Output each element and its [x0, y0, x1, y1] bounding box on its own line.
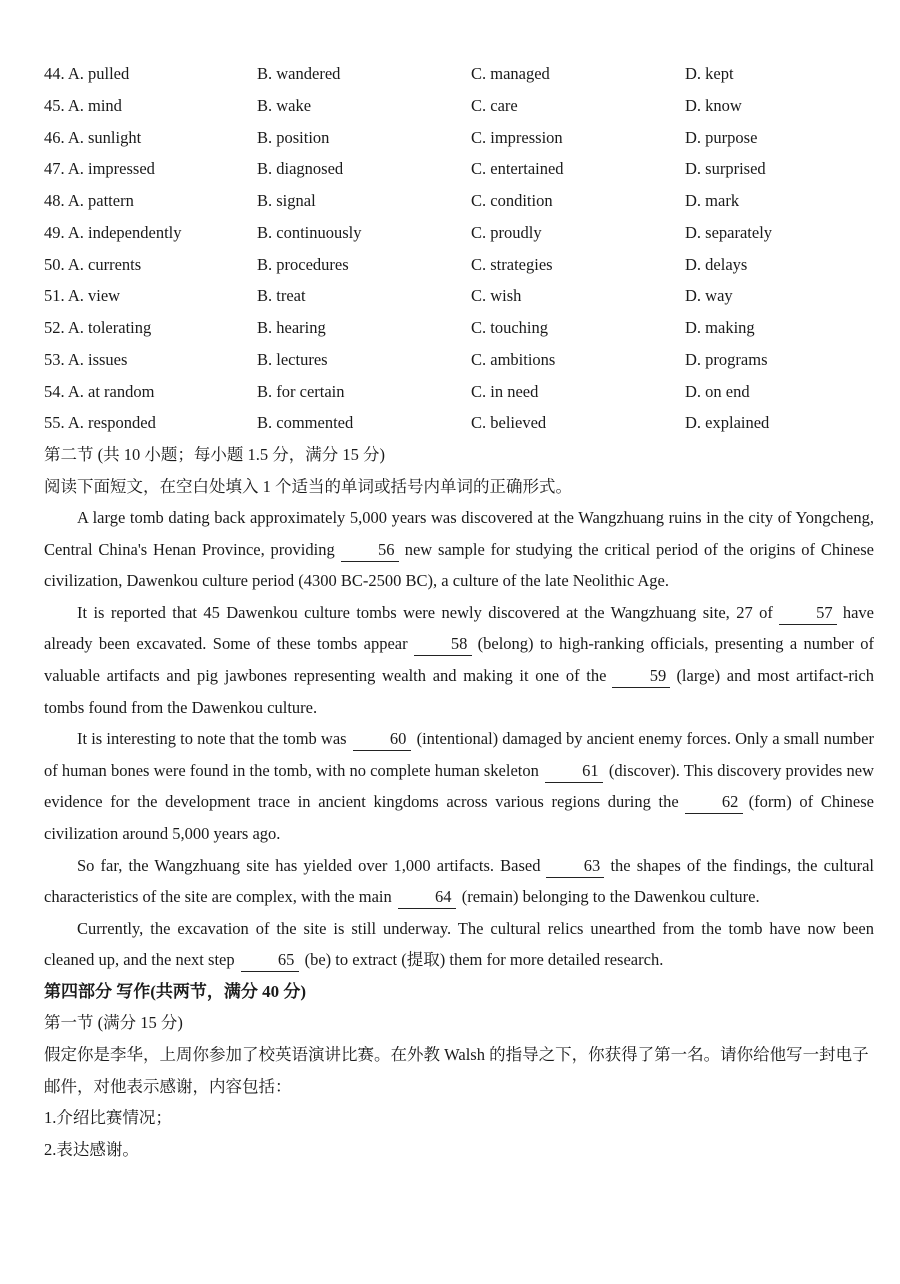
options-table: [44, 58, 874, 439]
option-b: B. lectures: [257, 349, 328, 369]
option-text: A. mind: [67, 95, 122, 115]
question-row: [44, 249, 874, 281]
option-a: [44, 376, 257, 408]
option-a: [44, 90, 257, 122]
option-c: C. believed: [471, 413, 547, 433]
question-number: 46.: [44, 127, 65, 147]
option-d: D. surprised: [685, 159, 766, 179]
part4-heading: 第四部分 写作(共两节，满分 40 分): [44, 981, 307, 1001]
option-c: C. managed: [471, 64, 550, 83]
option-d: D. purpose: [685, 127, 758, 147]
question-row: [44, 344, 874, 376]
option-b: B. commented: [257, 413, 354, 433]
option-c: C. strategies: [471, 254, 553, 274]
answer-blank[interactable]: 60: [353, 728, 411, 751]
answer-blank[interactable]: 63: [546, 855, 604, 878]
passage-text: (large) and most artifact-rich tombs found from the Dawenkou culture.: [44, 665, 874, 717]
option-b: B. wake: [257, 95, 312, 115]
question-number: 47.: [44, 159, 65, 179]
option-d: D. on end: [685, 381, 750, 401]
option-c: C. proudly: [471, 222, 542, 242]
option-c: C. condition: [471, 191, 553, 210]
question-row: [44, 217, 874, 249]
option-b: B. signal: [257, 191, 316, 210]
option-d: D. way: [685, 286, 733, 306]
option-b: B. position: [257, 127, 330, 147]
passage-text: It is interesting to note that the tomb was: [77, 729, 347, 749]
option-d: D. delays: [685, 254, 748, 274]
option-d: D. explained: [685, 413, 770, 433]
passage-paragraph: [44, 913, 874, 976]
question-row: [44, 153, 874, 185]
option-b: B. treat: [257, 286, 306, 306]
option-c: C. in need: [471, 381, 539, 401]
passage-text: (intentional) damaged by ancient enemy forces. Only a small number of human bones were found in the tomb, with no complete human skeleton: [44, 729, 874, 780]
cloze-passage: [44, 502, 874, 976]
question-row: [44, 407, 874, 439]
option-text: A. tolerating: [67, 318, 152, 337]
passage-paragraph: [44, 723, 874, 849]
passage-paragraph: [44, 850, 874, 913]
passage-text: (discover). This discovery provides new evidence for the development trace in ancient kingdoms across various regions during the: [44, 760, 875, 812]
passage-text: So far, the Wangzhuang site has yielded over 1,000 artifacts. Based: [77, 855, 541, 875]
answer-blank[interactable]: 58: [414, 633, 472, 656]
option-a: [44, 344, 257, 376]
answer-blank[interactable]: 61: [545, 760, 603, 783]
option-text: A. issues: [67, 349, 128, 369]
option-a: [44, 122, 257, 154]
question-number: 54.: [44, 381, 65, 401]
answer-blank[interactable]: 65: [241, 949, 299, 972]
option-d: D. separately: [685, 222, 773, 242]
passage-text: A large tomb dating back approximately 5,000 years was discovered at the Wangzhuang ruins in the city of Yongcheng, Central China's Henan Province, providing: [44, 508, 874, 559]
option-text: A. view: [67, 286, 121, 306]
option-c: C. touching: [471, 318, 548, 337]
answer-blank[interactable]: 64: [398, 886, 456, 909]
option-text: A. currents: [67, 254, 142, 274]
section2-heading: 第二节 (共 10 小题；每小题 1.5 分，满分 15 分): [44, 445, 385, 464]
question-number: 55.: [44, 413, 65, 433]
passage-text: Currently, the excavation of the site is still underway. The cultural relics unearthed from the tomb have now been cleaned up, and the next step: [44, 918, 874, 970]
option-text: A. at random: [67, 381, 155, 401]
question-row: [44, 90, 874, 122]
exam-page: [44, 58, 874, 1165]
section2-instruction: 阅读下面短文，在空白处填入 1 个适当的单词或括号内单词的正确形式。: [44, 476, 572, 496]
question-number: 52.: [44, 318, 65, 337]
passage-text: (form) of Chinese civilization around 5,000 years ago.: [44, 792, 875, 843]
question-number: 49.: [44, 222, 65, 242]
option-text: A. pattern: [67, 191, 134, 210]
option-a: [44, 312, 257, 344]
option-text: A. independently: [67, 222, 182, 242]
option-c: C. wish: [471, 286, 522, 306]
option-c: C. ambitions: [471, 349, 556, 369]
option-b: B. diagnosed: [257, 159, 344, 179]
option-b: B. continuously: [257, 222, 362, 242]
option-c: C. entertained: [471, 159, 564, 179]
option-a: [44, 58, 257, 90]
option-b: B. wandered: [257, 64, 341, 83]
option-text: A. sunlight: [67, 127, 142, 147]
writing-point-1: 1.介绍比赛情况；: [44, 1108, 172, 1128]
option-text: A. pulled: [67, 64, 130, 83]
option-text: A. responded: [67, 413, 156, 433]
option-b: B. for certain: [257, 381, 345, 401]
option-a: [44, 249, 257, 281]
option-d: D. know: [685, 95, 742, 115]
question-row: [44, 185, 874, 217]
option-b: B. procedures: [257, 254, 349, 274]
passage-paragraph: [44, 502, 874, 597]
question-row: [44, 58, 874, 90]
option-d: D. mark: [685, 191, 740, 210]
option-d: D. kept: [685, 64, 734, 83]
question-number: 50.: [44, 254, 65, 274]
writing-point-2: 2.表达感谢。: [44, 1139, 139, 1159]
answer-blank[interactable]: 56: [341, 539, 399, 562]
option-b: B. hearing: [257, 318, 326, 337]
option-c: C. impression: [471, 127, 563, 147]
option-a: [44, 217, 257, 249]
option-a: [44, 153, 257, 185]
option-d: D. making: [685, 318, 755, 337]
question-row: [44, 376, 874, 408]
passage-text: the shapes of the findings, the cultural characteristics of the site are complex, with the main: [44, 855, 874, 907]
option-text: A. impressed: [67, 159, 155, 179]
option-d: D. programs: [685, 349, 768, 369]
option-a: [44, 407, 257, 439]
part4-section1-heading: 第一节 (满分 15 分): [44, 1013, 183, 1033]
answer-blank[interactable]: 57: [779, 602, 837, 625]
question-row: [44, 122, 874, 154]
passage-text: (be) to extract (提取) them for more detailed research.: [304, 950, 664, 970]
question-number: 53.: [44, 349, 65, 369]
answer-blank[interactable]: 59: [612, 665, 670, 688]
writing-prompt: 假定你是李华，上周你参加了校英语演讲比赛。在外教 Walsh 的指导之下，你获得了第一名。请你给他写一封电子邮件，对他表示感谢，内容包括：: [44, 1044, 869, 1096]
option-c: C. care: [471, 95, 518, 115]
passage-paragraph: [44, 597, 874, 723]
question-row: [44, 312, 874, 344]
option-a: [44, 185, 257, 217]
question-row: [44, 280, 874, 312]
passage-text: (belong) to high-ranking officials, presenting a number of valuable artifacts and pig jawbones representing wealth and making it one of the: [44, 634, 874, 685]
passage-text: (remain) belonging to the Dawenkou culture.: [461, 887, 760, 907]
question-number: 44.: [44, 64, 65, 83]
answer-blank[interactable]: 62: [685, 791, 743, 814]
question-number: 45.: [44, 95, 65, 115]
question-number: 51.: [44, 286, 65, 306]
option-a: [44, 280, 257, 312]
passage-text: new sample for studying the critical period of the origins of Chinese civilization, Dawenkou culture period (4300 BC-2500 BC), a culture of the late Neolithic Age.: [44, 539, 874, 591]
question-number: 48.: [44, 191, 65, 210]
passage-text: have already been excavated. Some of these tombs appear: [44, 602, 874, 654]
passage-text: It is reported that 45 Dawenkou culture tombs were newly discovered at the Wangzhuang site, 27 of: [77, 602, 773, 622]
